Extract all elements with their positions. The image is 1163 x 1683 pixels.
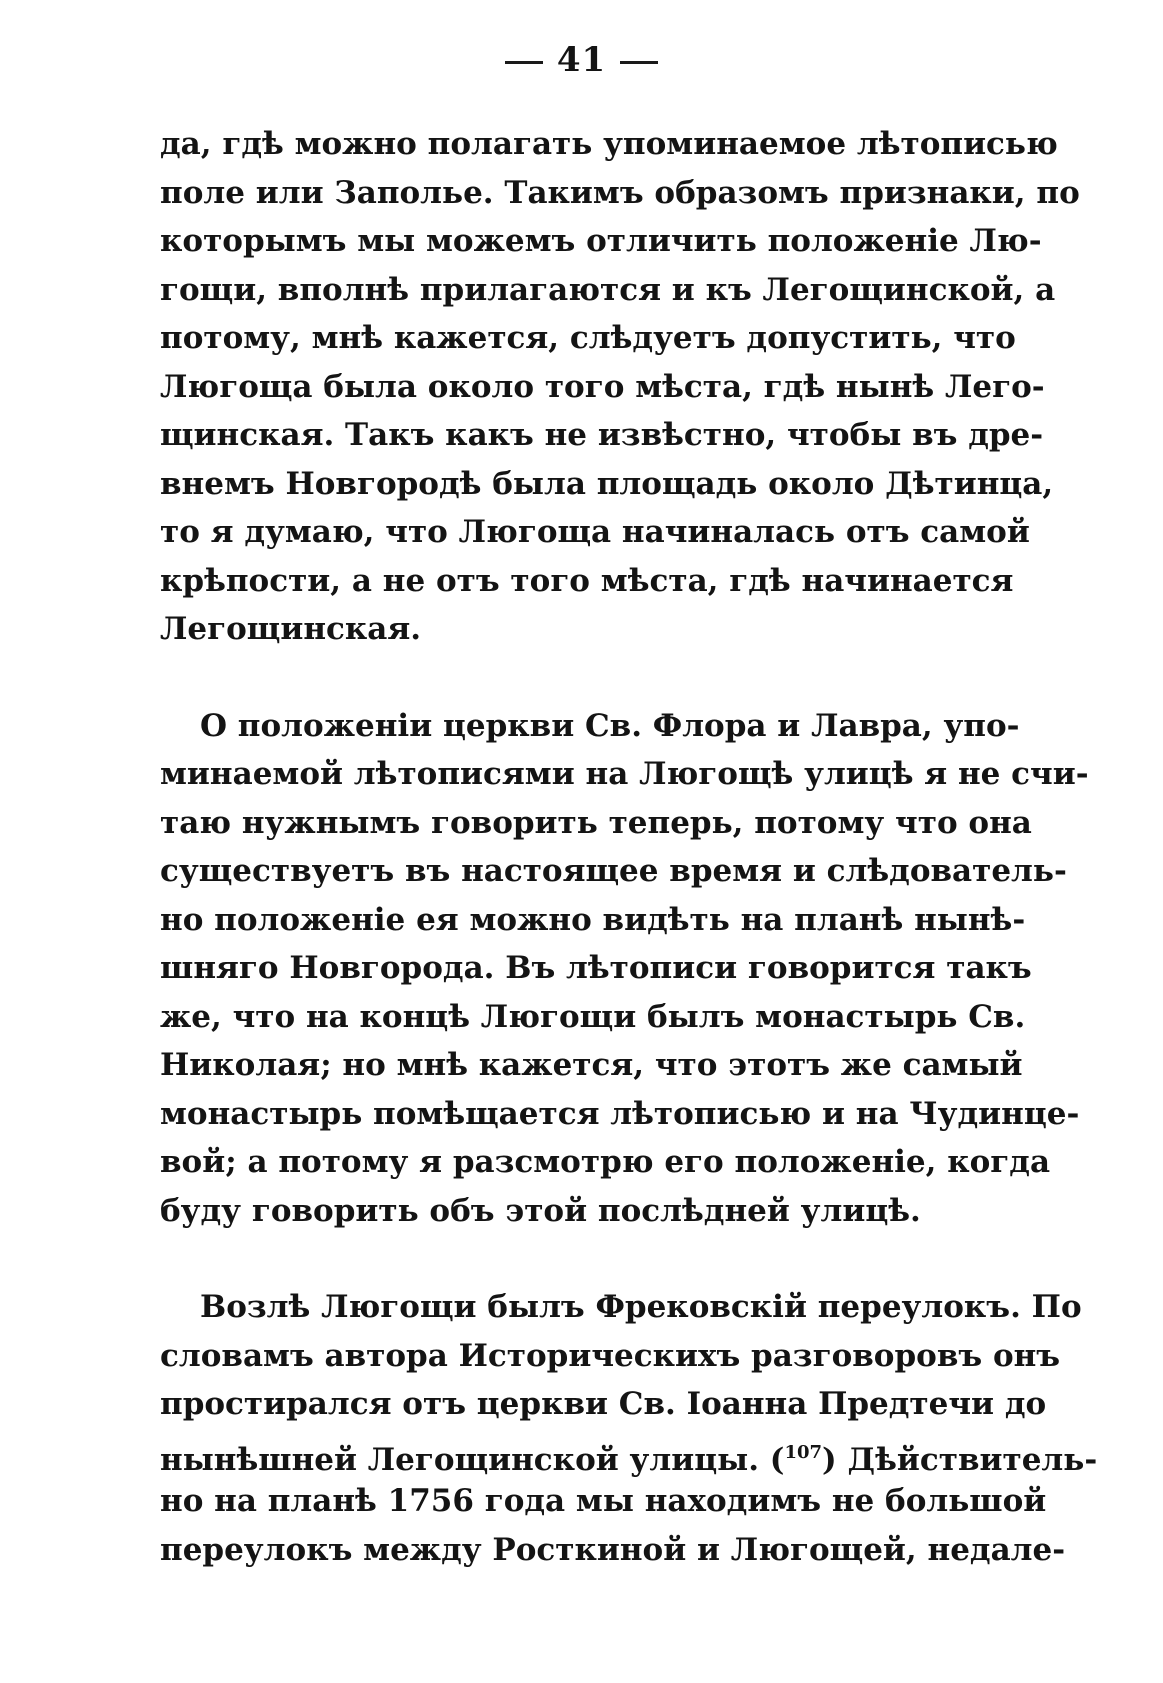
paragraph-1 (160, 120, 1080, 654)
line-text: нынѣшней Легощинской улицы. (160, 1441, 759, 1478)
text-line: потому, мнѣ кажется, слѣдуетъ допустить, что (160, 320, 1016, 356)
text-line: переулокъ между Росткиной и Люгощей, недале- (160, 1531, 1066, 1568)
text-line: существуетъ въ настоящее время и слѣдователь- (160, 853, 1067, 889)
paragraph-3 (160, 1283, 1098, 1574)
text-line: шняго Новгорода. Въ лѣтописи говорится такъ (160, 950, 1032, 986)
text-line: да, гдѣ можно полагать упоминаемое лѣтописью (160, 126, 1058, 162)
page-number (0, 40, 1163, 80)
paragraph-gap (160, 1235, 1007, 1283)
text-line: внемъ Новгородѣ была площадь около Дѣтинца, (160, 465, 1054, 502)
dash-right (620, 61, 658, 64)
text-line: вой; а потому я разсмотрю его положенiе, когда (160, 1144, 1051, 1180)
text-line: щинская. Такъ какъ не извѣстно, чтобы въ дре- (160, 417, 1044, 453)
text-line: гощи, вполнѣ прилагаются и къ Легощинской, а (160, 271, 1056, 308)
paragraph-2 (160, 702, 1089, 1236)
text-line-with-footnote: нынѣшней Легощинской улицы. ($^{107}$) Дѣйствитель- (160, 1441, 1098, 1478)
text-line: таю нужнымъ говорить теперь, потому что она (160, 804, 1032, 841)
text-line: Возлѣ Люгощи былъ Фрековскiй переулокъ. По (200, 1289, 1082, 1325)
text-line: но положенiе ея можно видѣть на планѣ нынѣ- (160, 901, 1026, 938)
page-number-value: 41 (556, 40, 607, 80)
text-line: поле или Заполье. Такимъ образомъ признаки, по (160, 174, 1080, 211)
text-line: крѣпости, а не отъ того мѣста, гдѣ начинается (160, 562, 1014, 599)
text-line: но на планѣ 1756 года мы находимъ не большой (160, 1483, 1047, 1519)
paragraph-gap (160, 654, 1007, 702)
text-line: словамъ автора Историческихъ разговоровъ онъ (160, 1337, 1061, 1374)
text-line: которымъ мы можемъ отличить положенiе Лю- (160, 223, 1042, 259)
text-line: Николая; но мнѣ кажется, что этотъ же самый (160, 1047, 1023, 1083)
body-text (160, 120, 1098, 1574)
text-line: буду говорить объ этой послѣдней улицѣ. (160, 1192, 921, 1229)
text-line: Легощинская. (160, 611, 422, 647)
dash-left (505, 61, 543, 64)
text-line: О положенiи церкви Св. Флора и Лавра, упо- (200, 707, 1020, 744)
text-line: монастырь помѣщается лѣтописью и на Чудинце- (160, 1095, 1080, 1132)
line-text-tail: Дѣйствитель- (847, 1441, 1098, 1478)
text-line: Люгоща была около того мѣста, гдѣ нынѣ Лего- (160, 368, 1045, 405)
text-line: простирался отъ церкви Св. Iоанна Предтечи до (160, 1386, 1047, 1422)
text-line: же, что на концѣ Люгощи былъ монастырь Св. (160, 998, 1026, 1035)
footnote-reference: 107 (784, 1441, 823, 1463)
text-line: то я думаю, что Люгоща начиналась отъ самой (160, 514, 1030, 550)
text-line: минаемой лѣтописями на Люгощѣ улицѣ я не счи- (160, 756, 1089, 792)
